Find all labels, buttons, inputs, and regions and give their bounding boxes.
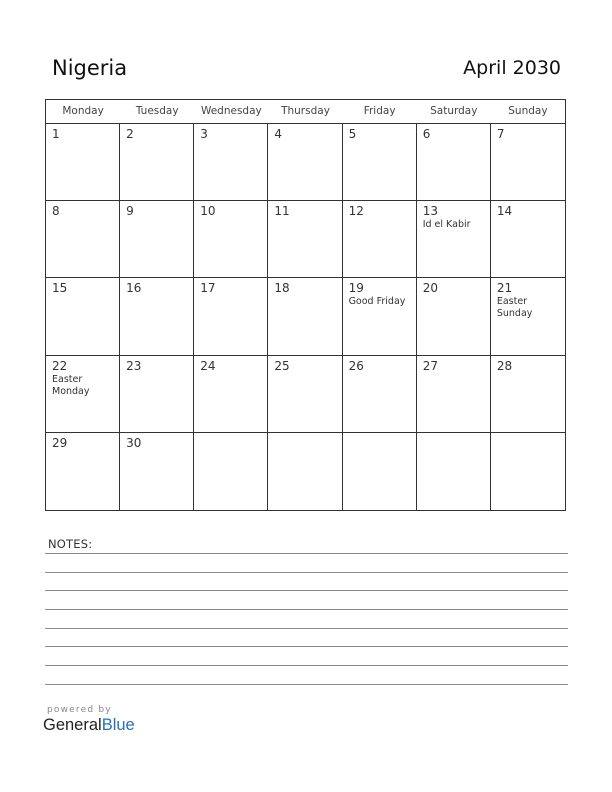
day-cell: [417, 356, 491, 433]
holiday-label: Easter Monday: [52, 373, 90, 397]
day-number: 29: [52, 435, 68, 450]
weekday-header: Saturday: [430, 105, 478, 117]
weekday-header: Tuesday: [135, 105, 179, 117]
day-cell: [268, 356, 342, 433]
day-number: 19: [348, 281, 364, 296]
day-cell: [343, 278, 417, 355]
day-cell: [46, 356, 120, 433]
weekday-header: Sunday: [508, 105, 548, 117]
day-number: 5: [348, 127, 357, 141]
day-number: 8: [52, 204, 60, 219]
brand-name-part2: Blue: [101, 716, 135, 734]
empty-day-cell: [343, 433, 417, 510]
empty-day-cell: [491, 433, 565, 510]
holiday-label: Good Friday: [348, 296, 406, 308]
day-cell: [46, 124, 120, 201]
day-cell: [46, 433, 120, 510]
note-line: [45, 553, 568, 554]
day-cell: [417, 124, 491, 201]
note-line: [45, 646, 568, 647]
day-cell: [120, 124, 194, 201]
day-number: 13: [422, 204, 438, 219]
day-number: 28: [496, 358, 513, 373]
day-number: 18: [274, 281, 290, 296]
day-cell: [268, 124, 342, 201]
note-line: [45, 609, 568, 610]
month-year-title: April 2030: [463, 57, 561, 79]
day-number: 22: [52, 358, 68, 373]
day-cell: [343, 201, 417, 278]
day-cell: [491, 201, 565, 278]
day-number: 14: [496, 204, 513, 219]
weekday-header: Thursday: [281, 105, 330, 117]
empty-day-cell: [194, 433, 268, 510]
day-number: 25: [274, 358, 290, 373]
holiday-label: Id el Kabir: [422, 219, 471, 231]
day-cell: [194, 278, 268, 355]
day-number: 10: [200, 204, 216, 219]
day-cell: [491, 356, 565, 433]
note-line: [45, 590, 568, 591]
day-cell: [491, 124, 565, 201]
holiday-label: Easter Sunday: [496, 296, 533, 320]
day-number: 11: [274, 204, 290, 219]
day-cell: [120, 356, 194, 433]
day-cell: [268, 278, 342, 355]
day-number: 27: [422, 358, 438, 373]
day-number: 1: [52, 127, 60, 141]
day-number: 21: [496, 281, 513, 296]
day-number: 3: [200, 127, 208, 141]
day-number: 2: [126, 127, 134, 141]
notes-label: NOTES:: [48, 537, 93, 551]
day-number: 16: [126, 281, 142, 296]
day-cell: [491, 278, 565, 355]
day-number: 6: [422, 127, 431, 141]
note-line: [45, 628, 568, 629]
day-cells: [46, 124, 565, 510]
day-cell: [194, 201, 268, 278]
day-cell: [343, 124, 417, 201]
day-cell: [343, 356, 417, 433]
day-cell: [417, 278, 491, 355]
day-cell: [46, 278, 120, 355]
day-number: 24: [200, 358, 216, 373]
day-cell: [120, 433, 194, 510]
day-number: 26: [348, 358, 364, 373]
day-number: 9: [126, 204, 134, 219]
weekday-header: Friday: [363, 105, 396, 117]
day-number: 15: [52, 281, 68, 296]
brand-logo[interactable]: [43, 716, 135, 735]
day-number: 4: [274, 127, 283, 141]
day-number: 17: [200, 281, 216, 296]
day-cell: [120, 278, 194, 355]
country-title: Nigeria: [52, 56, 128, 80]
day-cell: [194, 356, 268, 433]
day-number: 7: [496, 127, 505, 141]
brand-name-part1: General: [43, 716, 102, 734]
day-number: 30: [126, 435, 142, 450]
day-cell: [194, 124, 268, 201]
day-number: 12: [348, 204, 364, 219]
note-line: [45, 684, 568, 685]
weekday-header: Monday: [62, 105, 104, 117]
day-number: 23: [126, 358, 142, 373]
powered-by-text: powered by: [47, 705, 112, 715]
note-line: [45, 665, 568, 666]
weekday-header: Wednesday: [200, 105, 262, 117]
empty-day-cell: [268, 433, 342, 510]
weekday-header-row: [46, 100, 565, 124]
day-cell: [268, 201, 342, 278]
day-cell: [120, 201, 194, 278]
day-number: 20: [422, 281, 438, 296]
day-cell: [46, 201, 120, 278]
calendar-grid: [45, 99, 566, 511]
note-line: [45, 572, 568, 573]
day-cell: [417, 201, 491, 278]
empty-day-cell: [417, 433, 491, 510]
